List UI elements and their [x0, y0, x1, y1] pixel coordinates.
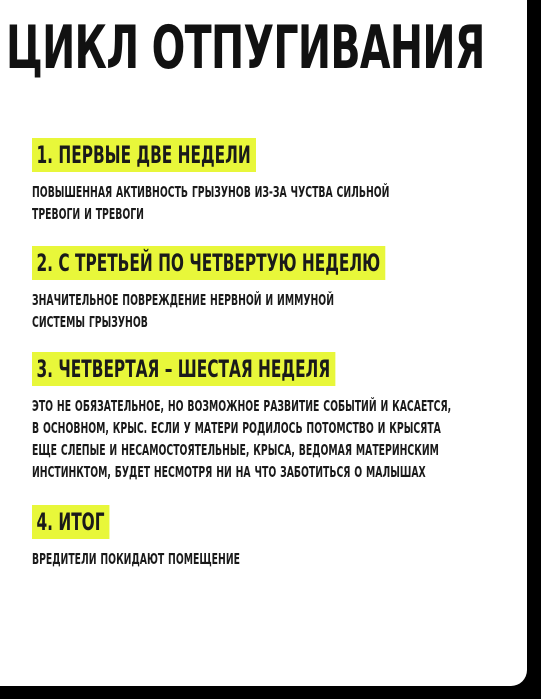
- section-1-heading: 1. ПЕРВЫЕ ДВЕ НЕДЕЛИ: [32, 138, 256, 172]
- section-1-text: [32, 181, 509, 225]
- section-2-text: [32, 289, 509, 333]
- section-1-line-2: ТРЕВОГИ И ТРЕВОГИ: [32, 205, 144, 223]
- section-3-text: [32, 395, 509, 483]
- section-1: [32, 138, 512, 225]
- section-2-heading: 2. С ТРЕТЬЕЙ ПО ЧЕТВЕРТУЮ НЕДЕЛЮ: [32, 246, 385, 280]
- section-4-line-1: ВРЕДИТЕЛИ ПОКИДАЮТ ПОМЕЩЕНИЕ: [32, 550, 240, 568]
- section-3: [32, 352, 512, 483]
- section-2: [32, 246, 512, 333]
- page-title: ЦИКЛ ОТПУГИВАНИЯ: [6, 13, 485, 83]
- section-2-line-2: СИСТЕМЫ ГРЫЗУНОВ: [32, 313, 148, 331]
- section-3-heading: 3. ЧЕТВЕРТАЯ – ШЕСТАЯ НЕДЕЛЯ: [32, 352, 335, 386]
- section-1-line-1: ПОВЫШЕННАЯ АКТИВНОСТЬ ГРЫЗУНОВ ИЗ-ЗА ЧУСТВА СИЛЬНОЙ: [32, 183, 390, 201]
- section-4: [32, 505, 512, 570]
- section-3-line-4: ИНСТИНКТОМ, БУДЕТ НЕСМОТРЯ НИ НА ЧТО ЗАБОТИТЬСЯ О МАЛЫШАХ: [32, 463, 426, 481]
- section-4-text: [32, 548, 509, 570]
- section-3-line-2: В ОСНОВНОМ, КРЫС. ЕСЛИ У МАТЕРИ РОДИЛОСЬ ПОТОМСТВО И КРЫСЯТА: [32, 419, 441, 437]
- section-3-line-1: ЭТО НЕ ОБЯЗАТЕЛЬНОЕ, НО ВОЗМОЖНОЕ РАЗВИТИЕ СОБЫТИЙ И КАСАЕТСЯ,: [32, 397, 452, 415]
- section-3-line-3: ЕЩЕ СЛЕПЫЕ И НЕСАМОСТОЯТЕЛЬНЫЕ, КРЫСА, ВЕДОМАЯ МАТЕРИНСКИМ: [32, 441, 439, 459]
- section-4-heading: 4. ИТОГ: [32, 505, 110, 539]
- section-2-line-1: ЗНАЧИТЕЛЬНОЕ ПОВРЕЖДЕНИЕ НЕРВНОЙ И ИММУНОЙ: [32, 291, 334, 309]
